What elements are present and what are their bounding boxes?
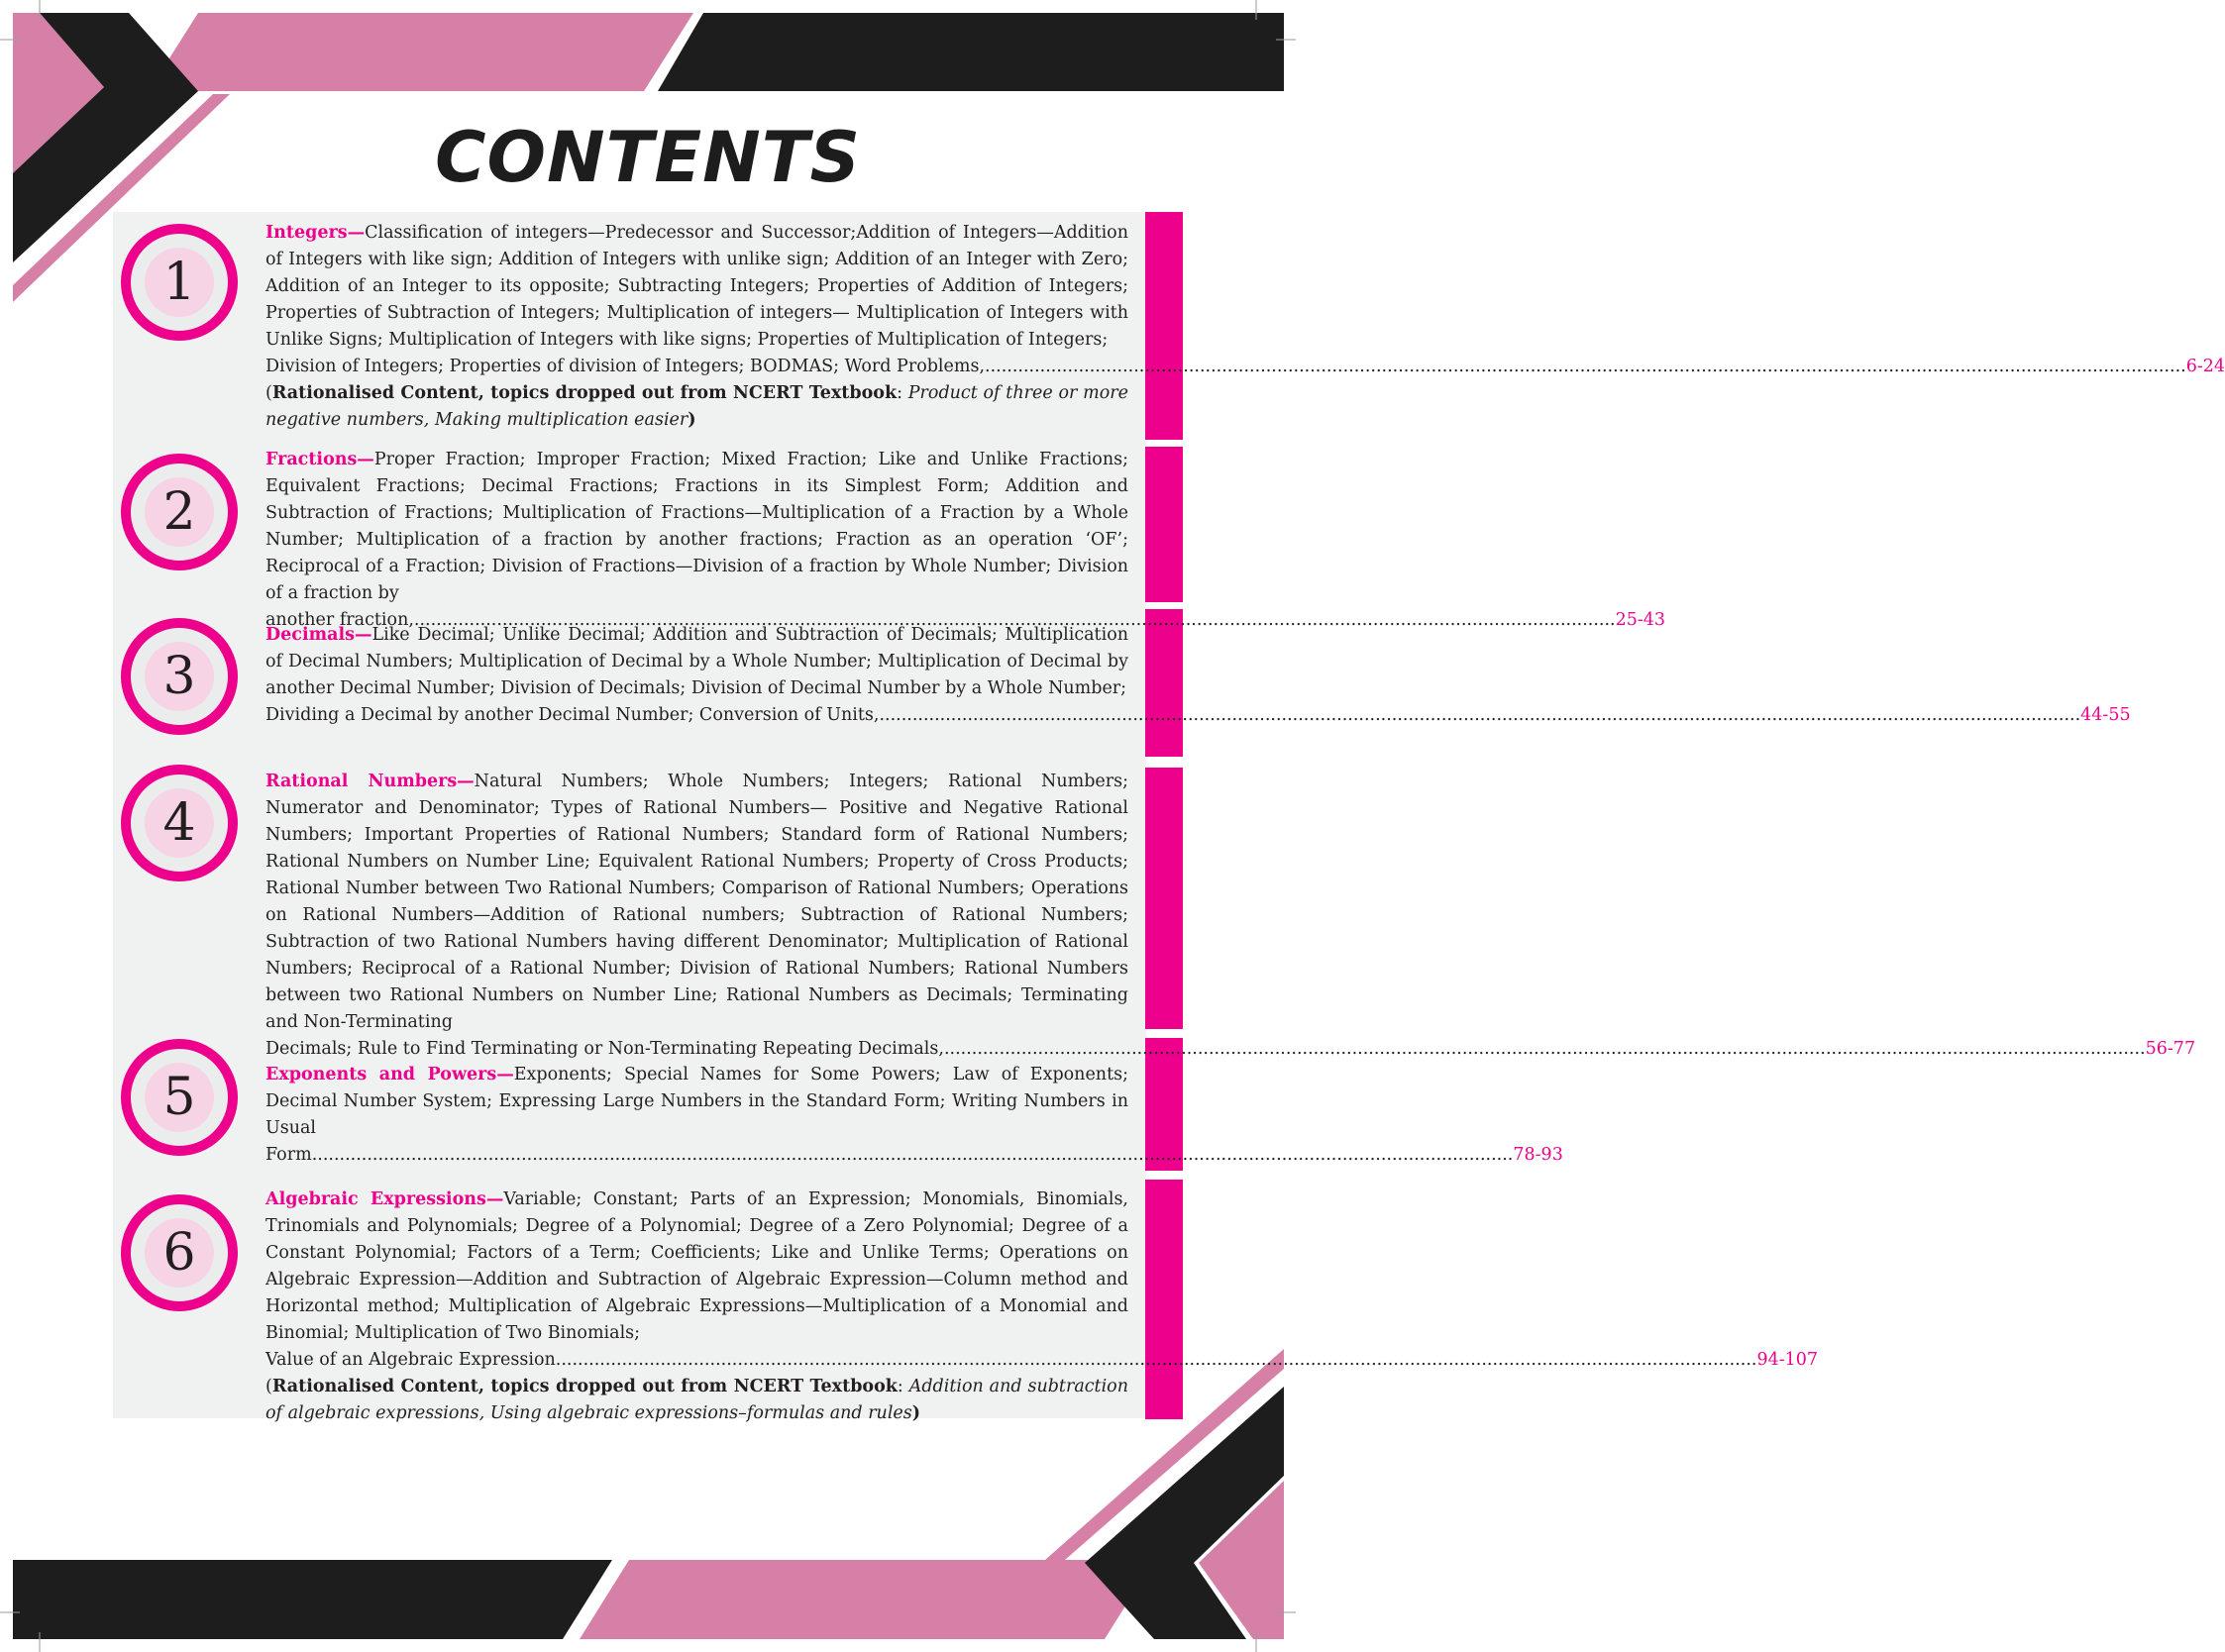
chapter-description — [265, 220, 2225, 434]
chapter-description — [265, 769, 2196, 1063]
rationalised-label: Rationalised Content, topics dropped out from NCERT Textbook — [271, 383, 898, 403]
chapter-leader-line: Dividing a Decimal by another Decimal Number; Conversion of Units, .......................................................................................................................................................................................................................... 44-55 — [265, 702, 1128, 729]
chapter-topics-last: Form — [265, 1145, 312, 1165]
chapter-leader-line: Decimals; Rule to Find Terminating or Non-Terminating Repeating Decimals, .......................................................................................................................................................................................................................... 56-77 — [265, 1036, 1128, 1063]
chapter-topics: Natural Numbers; Whole Numbers; Integers; Rational Numbers; Numerator and Denominator; Types of Rational Numbers— Positive and Negative Rational Numbers; Important Properties of Rational Numbers; Standard form of Rational Numbers; Rational Numbers on Number Line; Equivalent Rational Numbers; Property of Cross Products; Rational Number between Two Rational Numbers; Comparison of Rational Numbers; Operations on Rational Numbers—Addition of Rational numbers; Subtraction of Rational Numbers; Subtraction of two Rational Numbers having different Denominator; Multiplication of Rational Numbers; Reciprocal of a Rational Number; Division of Rational Numbers; Rational Numbers between two Rational Numbers on Number Line; Rational Numbers as Decimals; Terminating and Non-Terminating — [265, 772, 1129, 1032]
rationalised-note: (Rationalised Content, topics dropped out from NCERT Textbook: Product of three or more negative numbers, Making multiplication easier) — [265, 383, 1128, 430]
page-range[interactable]: 78-93 — [1513, 1145, 1563, 1165]
side-bar-2 — [1145, 447, 1183, 602]
chapter-title[interactable]: Exponents and Powers— — [265, 1065, 514, 1084]
side-bar-4 — [1145, 768, 1183, 1029]
chapter-leader-line: another fraction, .......................................................................................................................................................................................................................... 25-43 — [265, 607, 1128, 634]
chapter-number: 2 — [162, 482, 196, 542]
rationalised-note: (Rationalised Content, topics dropped out from NCERT Textbook: Addition and subtraction of algebraic expressions, Using algebraic expressions–formulas and rules) — [265, 1377, 1128, 1423]
chapter-topics: Like Decimal; Unlike Decimal; Addition and Subtraction of Decimals; Multiplication of Decimal Numbers; Multiplication of Decimal by a Whole Number; Multiplication of Decimal by another Decimal Number; Division of Decimals; Division of Decimal Number by a Whole Number; — [265, 625, 1128, 698]
chapter-topics: Variable; Constant; Parts of an Expression; Monomials, Binomials, Trinomials and Polynomials; Degree of a Polynomial; Degree of a Zero Polynomial; Degree of a Constant Polynomial; Factors of a Term; Coefficients; Like and Unlike Terms; Operations on Algebraic Expression—Addition and Subtraction of Algebraic Expression—Column method and Horizontal method; Multiplication of Algebraic Expressions—Multiplication of a Monomial and Binomial; Multiplication of Two Binomials; — [265, 1189, 1128, 1343]
chapter-number: 5 — [162, 1068, 196, 1127]
chapter-topics: Proper Fraction; Improper Fraction; Mixed Fraction; Like and Unlike Fractions; Equivalent Fractions; Decimal Fractions; Fractions in its Simplest Form; Addition and Subtraction of Fractions; Multiplication of Fractions—Multiplication of a Fraction by a Whole Number; Multiplication of a fraction by another fractions; Fraction as an operation ‘OF’; Reciprocal of a Fraction; Division of Fractions—Division of a fraction by Whole Number; Division of a fraction by — [265, 450, 1128, 603]
chapter-description — [265, 447, 1666, 634]
page-range[interactable]: 25-43 — [1615, 610, 1666, 630]
chapter-topics-last: Decimals; Rule to Find Terminating or Non-Terminating Repeating Decimals, — [265, 1039, 944, 1059]
top-dark-band — [658, 13, 1284, 91]
chapter-description — [265, 1062, 1563, 1169]
chapter-topics-last: Value of an Algebraic Expression — [265, 1350, 556, 1370]
chapter-topics-last: Dividing a Decimal by another Decimal Number; Conversion of Units, — [265, 705, 880, 725]
chapter-title[interactable]: Rational Numbers— — [265, 772, 475, 791]
bottom-pink-band — [580, 1560, 1154, 1639]
side-bar-1 — [1145, 212, 1183, 440]
chapter-leader-line: Value of an Algebraic Expression .......................................................................................................................................................................................................................... 94-107 — [265, 1347, 1128, 1374]
side-bar-6 — [1145, 1180, 1183, 1419]
chapter-number-circle — [121, 1039, 238, 1156]
bottom-dark-band — [13, 1560, 612, 1639]
top-pink-band — [149, 13, 693, 91]
page-title: CONTENTS — [435, 117, 861, 198]
chapter-topics: Classification of integers—Predecessor and Successor;Addition of Integers—Addition of Integers with like sign; Addition of Integers with unlike sign; Addition of an Integer with Zero; Addition of an Integer to its opposite; Subtracting Integers; Properties of Addition of Integers; Properties of Subtraction of Integers; Multiplication of integers— Multiplication of Integers with Unlike Signs; Multiplication of Integers with like signs; Properties of Multiplication of Integers; — [265, 223, 1128, 350]
page-range[interactable]: 94-107 — [1756, 1350, 1819, 1370]
chapter-number: 3 — [162, 647, 196, 706]
chapter-number: 6 — [162, 1223, 196, 1283]
chapter-number-circle — [121, 454, 238, 570]
chapter-leader-line: Form .......................................................................................................................................................................................................................... 78-93 — [265, 1142, 1128, 1169]
chapter-number-circle — [121, 224, 238, 341]
chapter-topics-last: Division of Integers; Properties of division of Integers; BODMAS; Word Problems, — [265, 357, 986, 376]
chapter-description — [265, 622, 2131, 729]
chapter-description — [265, 1187, 1819, 1427]
dropped-topics: Product of three or more negative numbers, Making multiplication easier — [265, 383, 1128, 430]
dropped-topics: Addition and subtraction of algebraic expressions, Using algebraic expressions–formulas and rules — [265, 1377, 1128, 1423]
rationalised-label: Rationalised Content, topics dropped out from NCERT Textbook — [271, 1377, 898, 1396]
page-range[interactable]: 44-55 — [2080, 705, 2131, 725]
chapter-title[interactable]: Integers— — [265, 223, 366, 243]
page-range[interactable]: 56-77 — [2145, 1039, 2196, 1059]
chapter-title[interactable]: Algebraic Expressions— — [265, 1189, 504, 1209]
chapter-title[interactable]: Decimals— — [265, 625, 372, 645]
chapter-number: 1 — [162, 253, 196, 312]
chapter-leader-line: Division of Integers; Properties of division of Integers; BODMAS; Word Problems, .......................................................................................................................................................................................................................... 6-24 — [265, 354, 1128, 380]
page-range[interactable]: 6-24 — [2185, 357, 2225, 376]
chapter-topics-last: another fraction, — [265, 610, 414, 630]
chapter-number-circle — [121, 1194, 238, 1311]
chapter-topics: Exponents; Special Names for Some Powers; Law of Exponents; Decimal Number System; Expressing Large Numbers in the Standard Form; Writing Numbers in Usual — [265, 1065, 1128, 1138]
chapter-number-circle — [121, 618, 238, 735]
chapter-title[interactable]: Fractions— — [265, 450, 374, 469]
chapter-number-circle — [121, 765, 238, 881]
chapter-number: 4 — [162, 793, 196, 853]
